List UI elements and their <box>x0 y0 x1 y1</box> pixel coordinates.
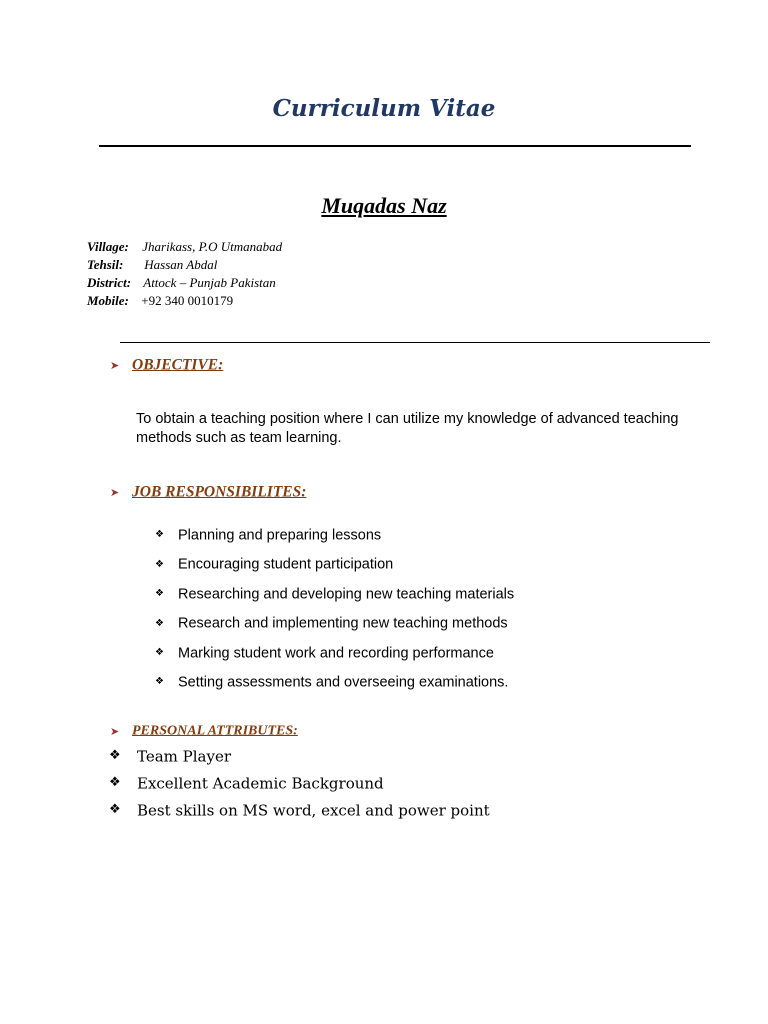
list-item-text: Team Player <box>137 747 232 766</box>
list-item <box>155 553 514 582</box>
arrow-bullet-icon: ➤ <box>110 358 120 372</box>
contact-row-mobile <box>87 292 282 310</box>
arrow-bullet-icon: ➤ <box>110 485 120 499</box>
list-item <box>155 671 514 700</box>
list-item-text: Excellent Academic Background <box>137 774 384 793</box>
responsibilities-heading-text: JOB RESPONSIBILITES: <box>132 483 307 501</box>
document-title: Curriculum Vitae <box>272 95 496 122</box>
list-item <box>109 744 490 771</box>
list-item-text: Best skills on MS word, excel and power point <box>137 801 490 820</box>
list-item-text: Marking student work and recording performance <box>178 644 494 661</box>
list-item-text: Planning and preparing lessons <box>178 527 382 544</box>
arrow-bullet-icon: ➤ <box>110 724 120 738</box>
title-divider <box>99 145 691 147</box>
section-divider <box>120 342 710 343</box>
list-item <box>155 583 514 612</box>
diamond-bullet-icon: ❖ <box>109 802 121 818</box>
contact-label: Village: <box>87 239 129 254</box>
contact-label: Tehsil: <box>87 257 124 272</box>
contact-details <box>87 238 282 310</box>
contact-label: District: <box>87 275 132 290</box>
objective-heading-text: OBJECTIVE: <box>132 356 224 374</box>
diamond-bullet-icon: ❖ <box>155 558 164 570</box>
contact-row-district <box>87 274 282 292</box>
list-item-text: Encouraging student participation <box>178 556 394 573</box>
list-item <box>155 642 514 671</box>
contact-value: +92 340 0010179 <box>141 293 234 308</box>
candidate-name: Muqadas Naz <box>321 193 447 218</box>
list-item-text: Setting assessments and overseeing examinations. <box>178 674 509 691</box>
attributes-heading-text: PERSONAL ATTRIBUTES: <box>132 723 298 739</box>
diamond-bullet-icon: ❖ <box>155 588 164 600</box>
list-item <box>109 798 490 825</box>
list-item-text: Researching and developing new teaching materials <box>178 586 515 603</box>
contact-value: Attock – Punjab Pakistan <box>143 275 276 290</box>
attributes-list <box>109 744 490 825</box>
diamond-bullet-icon: ❖ <box>155 676 164 688</box>
diamond-bullet-icon: ❖ <box>155 646 164 658</box>
diamond-bullet-icon: ❖ <box>155 617 164 629</box>
list-item <box>109 771 490 798</box>
list-item-text: Research and implementing new teaching methods <box>178 615 508 632</box>
objective-text: To obtain a teaching position where I can utilize my knowledge of advanced teaching methods such as team learning. <box>136 411 679 446</box>
contact-value: Hassan Abdal <box>144 257 218 272</box>
diamond-bullet-icon: ❖ <box>155 529 164 541</box>
diamond-bullet-icon: ❖ <box>109 748 121 764</box>
contact-label: Mobile: <box>87 293 129 308</box>
diamond-bullet-icon: ❖ <box>109 775 121 791</box>
list-item <box>155 524 514 553</box>
responsibilities-heading <box>110 483 306 501</box>
responsibilities-list <box>155 524 514 700</box>
contact-row-tehsil <box>87 256 282 274</box>
contact-value: Jharikass, P.O Utmanabad <box>142 239 283 254</box>
attributes-heading <box>110 722 298 740</box>
contact-row-village <box>87 238 282 256</box>
objective-heading <box>110 356 223 374</box>
list-item <box>155 612 514 641</box>
